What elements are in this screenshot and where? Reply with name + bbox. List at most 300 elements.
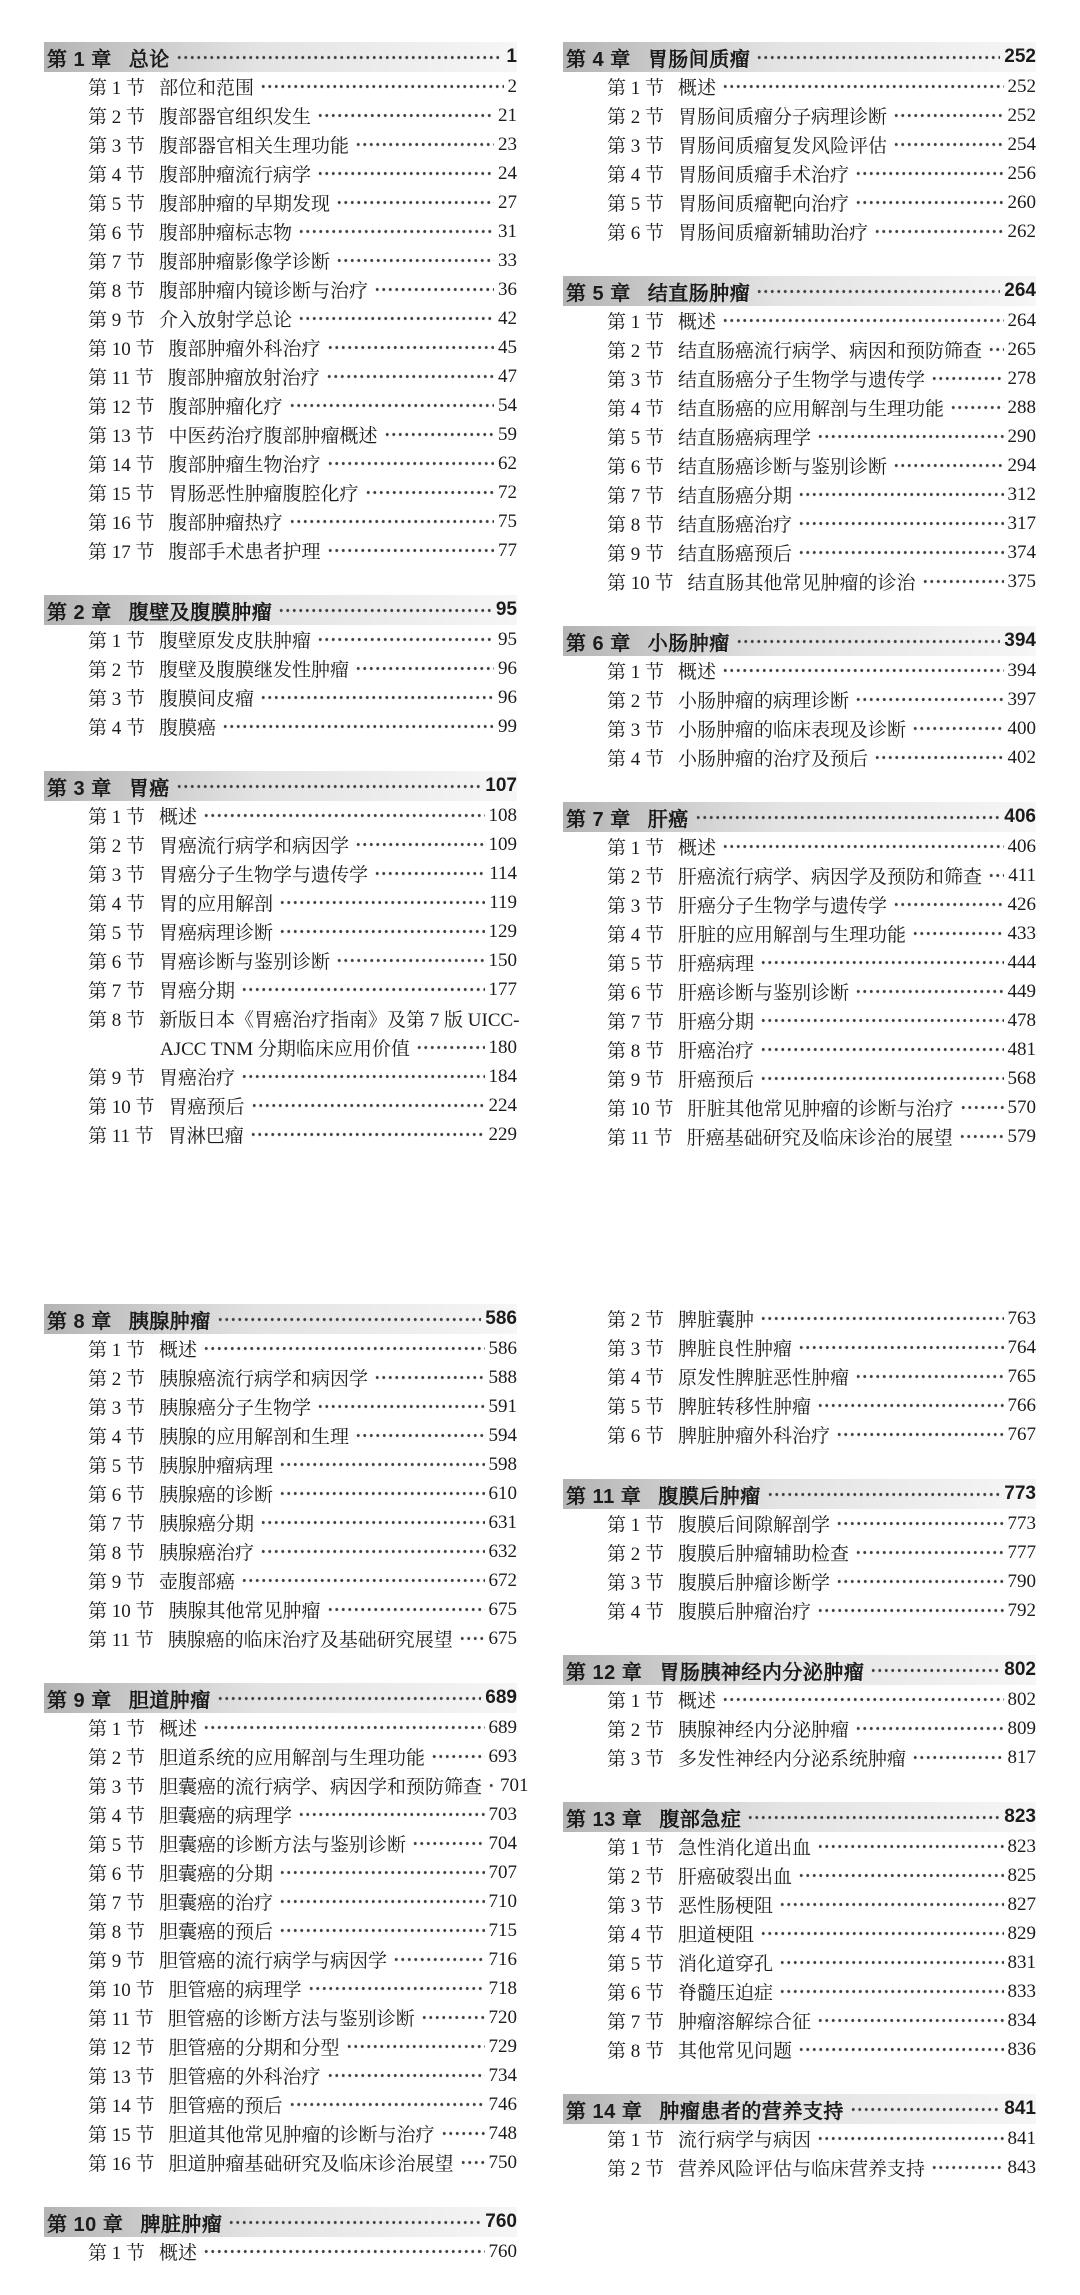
section-title: 腹部肿瘤放射治疗 bbox=[167, 368, 320, 389]
section-page-number: 108 bbox=[488, 804, 517, 826]
section-title: 胰腺肿瘤病理 bbox=[159, 1456, 274, 1477]
chapter-heading bbox=[563, 626, 1036, 656]
dot-leader bbox=[760, 948, 1003, 977]
chapter-label: 第 2 章 bbox=[47, 601, 112, 624]
dot-leader bbox=[959, 1122, 1004, 1151]
section-page-number: 109 bbox=[488, 833, 517, 855]
section-label: 第 2 节 bbox=[88, 107, 146, 128]
section-page-number: 703 bbox=[488, 1803, 517, 1825]
dot-leader bbox=[355, 1421, 484, 1450]
toc-section-row bbox=[44, 130, 517, 159]
section-page-number: 27 bbox=[498, 191, 517, 213]
dot-leader bbox=[798, 480, 1003, 509]
section-label: 第 3 节 bbox=[88, 865, 146, 886]
section-title: 概述 bbox=[678, 1691, 717, 1712]
section-title: 胆囊癌的分期 bbox=[159, 1864, 274, 1885]
section-page-number: 834 bbox=[1007, 2009, 1036, 2031]
toc-section-row bbox=[44, 1800, 517, 1829]
section-label: 第 5 节 bbox=[88, 923, 146, 944]
dot-leader bbox=[722, 72, 1003, 101]
section-page-number: 715 bbox=[488, 1919, 517, 1941]
section-title: 胃癌预后 bbox=[168, 1097, 245, 1118]
toc-section-row bbox=[44, 1566, 517, 1595]
section-title: 腹膜间皮瘤 bbox=[159, 689, 255, 710]
dot-leader bbox=[217, 1304, 482, 1334]
section-title: 急性消化道出血 bbox=[678, 1838, 812, 1859]
toc-section-row bbox=[563, 567, 1036, 596]
dot-leader bbox=[279, 1916, 484, 1945]
dot-leader bbox=[850, 2094, 1000, 2124]
section-label: 第 14 节 bbox=[88, 455, 155, 476]
section-label: 第 5 节 bbox=[607, 1954, 665, 1975]
section-page-number: 598 bbox=[488, 1453, 517, 1475]
toc-section-row bbox=[44, 946, 517, 975]
section-title: 胰腺癌分子生物学 bbox=[159, 1398, 312, 1419]
section-title: 腹部肿瘤内镜诊断与治疗 bbox=[159, 281, 369, 302]
toc-chapter-block bbox=[44, 771, 520, 1149]
chapter-page-number: 823 bbox=[1004, 1806, 1036, 1827]
section-label: 第 11 节 bbox=[88, 2009, 154, 2030]
section-page-number: 119 bbox=[489, 891, 517, 913]
toc-section-row bbox=[44, 217, 517, 246]
toc-section-row bbox=[563, 1509, 1036, 1538]
section-label: 第 4 节 bbox=[88, 1806, 146, 1827]
toc-section-row bbox=[44, 304, 517, 333]
section-label: 第 6 节 bbox=[607, 1426, 665, 1447]
dot-leader bbox=[279, 1887, 484, 1916]
section-title: 胰腺癌治疗 bbox=[159, 1543, 255, 1564]
section-page-number: 21 bbox=[498, 104, 517, 126]
chapter-title: 小肠肿瘤 bbox=[647, 632, 730, 655]
section-title: 脾脏良性肿瘤 bbox=[678, 1339, 793, 1360]
section-page-number: 631 bbox=[488, 1511, 517, 1533]
dot-leader bbox=[960, 1093, 1004, 1122]
section-label: 第 16 节 bbox=[88, 2154, 155, 2175]
section-page-number: 75 bbox=[498, 510, 517, 532]
section-title: 腹部肿瘤化疗 bbox=[168, 397, 283, 418]
section-title: 中医药治疗腹部肿瘤概述 bbox=[168, 426, 378, 447]
section-title: 肝脏其他常见肿瘤的诊断与治疗 bbox=[687, 1099, 954, 1120]
section-label: 第 4 节 bbox=[607, 1925, 665, 1946]
section-title: 壶腹部癌 bbox=[159, 1572, 236, 1593]
section-label: 第 4 节 bbox=[607, 749, 665, 770]
section-label: 第 11 节 bbox=[607, 1128, 673, 1149]
section-label: 第 6 节 bbox=[88, 1864, 146, 1885]
section-label: 第 3 节 bbox=[607, 136, 665, 157]
section-label: 第 3 节 bbox=[607, 370, 665, 391]
toc-section-row bbox=[563, 1861, 1036, 1890]
dot-leader bbox=[393, 1945, 484, 1974]
section-label: 第 11 节 bbox=[88, 1126, 154, 1147]
dot-leader bbox=[488, 1771, 496, 1800]
section-title: 部位和范围 bbox=[159, 78, 255, 99]
toc-section-row bbox=[44, 507, 517, 536]
toc-section-row bbox=[44, 1945, 517, 1974]
section-page-number: 400 bbox=[1007, 717, 1036, 739]
dot-leader bbox=[355, 654, 494, 683]
section-page-number: 746 bbox=[488, 2093, 517, 2115]
chapter-heading bbox=[44, 1683, 517, 1713]
dot-leader bbox=[722, 832, 1003, 861]
section-title: 腹膜后间隙解剖学 bbox=[678, 1515, 831, 1536]
section-label: 第 4 节 bbox=[88, 165, 146, 186]
dot-leader bbox=[298, 217, 494, 246]
chapter-heading bbox=[44, 771, 517, 801]
section-title: 肿瘤溶解综合征 bbox=[678, 2012, 812, 2033]
toc-section-row bbox=[44, 2090, 517, 2119]
section-label: 第 8 节 bbox=[88, 1543, 146, 1564]
section-label: 第 11 节 bbox=[88, 1630, 154, 1651]
section-page-number: 704 bbox=[488, 1832, 517, 1854]
section-label: 第 10 节 bbox=[607, 1099, 674, 1120]
section-label: 第 1 节 bbox=[88, 807, 146, 828]
dot-leader bbox=[203, 1334, 484, 1363]
section-title: 小肠肿瘤的临床表现及诊断 bbox=[678, 720, 907, 741]
toc-section-row bbox=[44, 362, 517, 391]
toc-section-row bbox=[44, 1974, 517, 2003]
toc-section-row bbox=[563, 1362, 1036, 1391]
section-page-number: 42 bbox=[498, 307, 517, 329]
toc-section-row bbox=[44, 275, 517, 304]
section-title: 新版日本《胃癌治疗指南》及第 7 版 UICC- bbox=[159, 1010, 520, 1031]
chapter-title: 胃肠胰神经内分泌肿瘤 bbox=[659, 1661, 865, 1684]
toc-page-2-columns bbox=[44, 1304, 1036, 2266]
dot-leader bbox=[855, 1538, 1003, 1567]
toc-section-row bbox=[44, 1004, 520, 1033]
toc-section-row bbox=[563, 72, 1036, 101]
chapter-label: 第 6 章 bbox=[566, 632, 631, 655]
toc-section-row bbox=[44, 1421, 517, 1450]
chapter-heading bbox=[44, 1304, 517, 1334]
section-title: 胃肠恶性肿瘤腹腔化疗 bbox=[168, 484, 359, 505]
section-title: 胰腺的应用解剖和生理 bbox=[159, 1427, 350, 1448]
dot-leader bbox=[722, 1685, 1003, 1714]
toc-section-row bbox=[563, 364, 1036, 393]
toc-section-row bbox=[563, 1333, 1036, 1362]
section-label: 第 7 节 bbox=[607, 1012, 665, 1033]
dot-leader bbox=[817, 1832, 1003, 1861]
section-page-number: 478 bbox=[1007, 1009, 1036, 1031]
section-title: 腹部肿瘤影像学诊断 bbox=[159, 252, 331, 273]
section-title: 概述 bbox=[159, 1340, 198, 1361]
section-title: 腹部肿瘤生物治疗 bbox=[168, 455, 321, 476]
dot-leader bbox=[308, 1974, 485, 2003]
section-label: 第 7 节 bbox=[607, 486, 665, 507]
section-label: 第 9 节 bbox=[88, 310, 146, 331]
section-title: 胆管癌的诊断方法与鉴别诊断 bbox=[167, 2009, 415, 2030]
section-title: 小肠肿瘤的病理诊断 bbox=[678, 691, 850, 712]
dot-leader bbox=[250, 1120, 485, 1149]
section-page-number: 790 bbox=[1007, 1570, 1036, 1592]
toc-section-row bbox=[563, 948, 1036, 977]
chapter-label: 第 4 章 bbox=[566, 48, 631, 71]
section-title: 胃肠间质瘤新辅助治疗 bbox=[678, 223, 869, 244]
section-label: 第 1 节 bbox=[607, 1691, 665, 1712]
dot-leader bbox=[327, 333, 494, 362]
dot-leader bbox=[289, 2090, 485, 2119]
chapter-page-number: 1 bbox=[506, 46, 517, 67]
section-title: 肝脏的应用解剖与生理功能 bbox=[678, 925, 907, 946]
dot-leader bbox=[736, 626, 1001, 656]
section-title: 胃肠间质瘤分子病理诊断 bbox=[678, 107, 888, 128]
section-title: 小肠肿瘤的治疗及预后 bbox=[678, 749, 869, 770]
section-label: 第 4 节 bbox=[88, 1427, 146, 1448]
dot-leader bbox=[279, 1479, 484, 1508]
toc-section-row bbox=[44, 159, 517, 188]
dot-leader bbox=[241, 1062, 484, 1091]
section-title: 概述 bbox=[678, 78, 717, 99]
dot-leader bbox=[855, 159, 1003, 188]
dot-leader bbox=[336, 946, 484, 975]
section-title: 胃癌分期 bbox=[159, 981, 236, 1002]
section-page-number: 710 bbox=[488, 1890, 517, 1912]
section-title: 结直肠其他常见肿瘤的诊治 bbox=[687, 573, 916, 594]
section-page-number: 256 bbox=[1007, 162, 1036, 184]
toc-section-row bbox=[563, 1093, 1036, 1122]
section-page-number: 312 bbox=[1007, 483, 1036, 505]
toc-chapter-block bbox=[44, 1304, 517, 1653]
toc-section-row bbox=[44, 1624, 517, 1653]
dot-leader bbox=[355, 130, 494, 159]
section-page-number: 59 bbox=[498, 423, 517, 445]
section-page-number: 23 bbox=[498, 133, 517, 155]
toc-section-row bbox=[44, 801, 517, 830]
section-label: 第 14 节 bbox=[88, 2096, 155, 2117]
section-label: 第 1 节 bbox=[607, 78, 665, 99]
section-page-number: 262 bbox=[1007, 220, 1036, 242]
toc-section-row bbox=[563, 977, 1036, 1006]
chapter-heading bbox=[563, 1655, 1036, 1685]
section-page-number: 802 bbox=[1007, 1688, 1036, 1710]
page-2-column-1 bbox=[44, 1304, 529, 2266]
section-page-number: 693 bbox=[488, 1745, 517, 1767]
dot-leader bbox=[217, 1683, 482, 1713]
section-title: 原发性脾脏恶性肿瘤 bbox=[678, 1368, 850, 1389]
section-title: 结直肠癌治疗 bbox=[678, 515, 793, 536]
dot-leader bbox=[760, 1064, 1003, 1093]
section-label: 第 5 节 bbox=[607, 954, 665, 975]
toc-section-row bbox=[44, 2237, 517, 2266]
section-page-number: 843 bbox=[1007, 2156, 1036, 2178]
toc-chapter-block bbox=[44, 42, 517, 565]
section-page-number: 766 bbox=[1007, 1394, 1036, 1416]
section-page-number: 716 bbox=[488, 1948, 517, 1970]
toc-section-row bbox=[44, 1916, 517, 1945]
toc-section-row bbox=[44, 188, 517, 217]
section-label: 第 1 节 bbox=[607, 1838, 665, 1859]
section-page-number: 672 bbox=[488, 1569, 517, 1591]
toc-section-row bbox=[563, 1420, 1036, 1449]
section-page-number: 278 bbox=[1007, 367, 1036, 389]
section-label: 第 2 节 bbox=[607, 2159, 665, 2180]
toc-section-row bbox=[44, 478, 517, 507]
section-label: 第 15 节 bbox=[88, 2125, 155, 2146]
toc-section-row bbox=[44, 1334, 517, 1363]
section-page-number: 252 bbox=[1007, 75, 1036, 97]
section-title: 胃的应用解剖 bbox=[159, 894, 274, 915]
toc-section-row bbox=[563, 656, 1036, 685]
dot-leader bbox=[779, 1948, 1003, 1977]
section-label: 第 2 节 bbox=[607, 1720, 665, 1741]
section-label: 第 1 节 bbox=[88, 78, 146, 99]
chapter-title: 胃肠间质瘤 bbox=[647, 48, 751, 71]
page-2-column-2 bbox=[563, 1304, 1036, 2266]
section-page-number: 594 bbox=[488, 1424, 517, 1446]
section-title: 结直肠癌的应用解剖与生理功能 bbox=[678, 399, 945, 420]
section-title: 多发性神经内分泌系统肿瘤 bbox=[678, 1749, 907, 1770]
dot-leader bbox=[798, 538, 1003, 567]
chapter-heading bbox=[44, 2207, 517, 2237]
section-label: 第 6 节 bbox=[607, 1983, 665, 2004]
section-title: 腹膜后肿瘤诊断学 bbox=[678, 1573, 831, 1594]
page-1-column-1 bbox=[44, 42, 520, 1151]
section-title: 胆管癌的预后 bbox=[168, 2096, 283, 2117]
dot-leader bbox=[817, 2124, 1003, 2153]
toc-chapter-block bbox=[563, 2094, 1036, 2182]
chapter-heading bbox=[563, 1479, 1036, 1509]
section-title: 腹膜后肿瘤辅助检查 bbox=[678, 1544, 850, 1565]
toc-section-row bbox=[44, 1537, 517, 1566]
section-title: 胆管癌的病理学 bbox=[168, 1980, 302, 2001]
section-page-number: 180 bbox=[488, 1036, 517, 1058]
section-page-number: 675 bbox=[488, 1627, 517, 1649]
toc-page-1-columns bbox=[44, 42, 1036, 1151]
section-label: 第 3 节 bbox=[607, 1749, 665, 1770]
dot-leader bbox=[836, 1420, 1003, 1449]
dot-leader bbox=[298, 1800, 484, 1829]
section-page-number: 570 bbox=[1007, 1096, 1036, 1118]
section-title: 胰腺癌流行病学和病因学 bbox=[159, 1369, 369, 1390]
dot-leader bbox=[722, 656, 1003, 685]
section-page-number: 411 bbox=[1008, 864, 1036, 886]
toc-section-row bbox=[563, 1977, 1036, 2006]
section-label: 第 16 节 bbox=[88, 513, 155, 534]
toc-section-row bbox=[44, 1829, 517, 1858]
dot-leader bbox=[431, 1742, 484, 1771]
dot-leader bbox=[317, 1392, 484, 1421]
section-page-number: 817 bbox=[1007, 1746, 1036, 1768]
chapter-label: 第 8 章 bbox=[47, 1310, 112, 1333]
dot-leader bbox=[260, 683, 494, 712]
chapter-heading bbox=[44, 42, 517, 72]
section-title: 胃癌病理诊断 bbox=[159, 923, 274, 944]
toc-chapter-block bbox=[563, 1802, 1036, 2064]
section-label: 第 8 节 bbox=[607, 515, 665, 536]
section-label: 第 6 节 bbox=[88, 223, 146, 244]
toc-section-row bbox=[563, 861, 1036, 890]
section-page-number: 184 bbox=[488, 1065, 517, 1087]
section-label: 第 1 节 bbox=[88, 631, 146, 652]
section-title: 腹部肿瘤外科治疗 bbox=[168, 339, 321, 360]
chapter-page-number: 841 bbox=[1004, 2098, 1036, 2119]
section-title: 胃癌治疗 bbox=[159, 1068, 236, 1089]
dot-leader bbox=[798, 2035, 1003, 2064]
toc-section-row bbox=[44, 888, 517, 917]
dot-leader bbox=[441, 2119, 485, 2148]
toc-section-row bbox=[44, 449, 517, 478]
section-title: 胃癌分子生物学与遗传学 bbox=[159, 865, 369, 886]
chapter-page-number: 773 bbox=[1004, 1483, 1036, 1504]
toc-section-row bbox=[563, 1919, 1036, 1948]
toc-section-row bbox=[44, 1062, 517, 1091]
section-label: 第 1 节 bbox=[88, 2243, 146, 2264]
section-label: 第 7 节 bbox=[88, 1514, 146, 1535]
chapter-title: 肿瘤患者的营养支持 bbox=[659, 2100, 844, 2123]
section-page-number: 33 bbox=[498, 249, 517, 271]
dot-leader bbox=[836, 1509, 1003, 1538]
section-label: 第 12 节 bbox=[88, 397, 155, 418]
section-label: 第 3 节 bbox=[88, 1777, 146, 1798]
section-page-number: 47 bbox=[498, 365, 517, 387]
section-page-number: 792 bbox=[1007, 1599, 1036, 1621]
section-title: 腹部肿瘤热疗 bbox=[168, 513, 283, 534]
toc-section-row bbox=[44, 2061, 517, 2090]
section-page-number: 177 bbox=[488, 978, 517, 1000]
toc-section-row bbox=[44, 1450, 517, 1479]
section-title: 胆囊癌的预后 bbox=[159, 1922, 274, 1943]
section-label: 第 4 节 bbox=[607, 165, 665, 186]
section-page-number: 45 bbox=[498, 336, 517, 358]
section-label: 第 3 节 bbox=[88, 689, 146, 710]
dot-leader bbox=[279, 917, 484, 946]
toc-chapter-block bbox=[44, 2207, 517, 2266]
dot-leader bbox=[988, 861, 1004, 890]
section-page-number: 481 bbox=[1007, 1038, 1036, 1060]
dot-leader bbox=[317, 101, 494, 130]
dot-leader bbox=[760, 1035, 1003, 1064]
dot-leader bbox=[260, 1537, 484, 1566]
toc-section-row bbox=[563, 1743, 1036, 1772]
section-title: 胆囊癌的病理学 bbox=[159, 1806, 293, 1827]
section-title: 脾脏囊肿 bbox=[678, 1310, 755, 1331]
dot-leader bbox=[855, 1714, 1003, 1743]
section-label: 第 8 节 bbox=[88, 281, 146, 302]
section-page-number: 260 bbox=[1007, 191, 1036, 213]
section-title: 腹壁及腹膜继发性肿瘤 bbox=[159, 660, 350, 681]
chapter-page-number: 107 bbox=[485, 775, 517, 796]
section-label: 第 6 节 bbox=[607, 457, 665, 478]
dot-leader bbox=[817, 1596, 1003, 1625]
section-title: 腹部肿瘤的早期发现 bbox=[159, 194, 331, 215]
chapter-heading bbox=[563, 42, 1036, 72]
dot-leader bbox=[922, 567, 1004, 596]
section-page-number: 586 bbox=[488, 1337, 517, 1359]
section-page-number: 290 bbox=[1007, 425, 1036, 447]
toc-section-row bbox=[563, 919, 1036, 948]
toc-section-row bbox=[563, 2153, 1036, 2182]
dot-leader bbox=[931, 2153, 1003, 2182]
chapter-title: 脾脏肿瘤 bbox=[140, 2213, 223, 2236]
dot-leader bbox=[416, 1033, 485, 1062]
section-label: 第 10 节 bbox=[88, 1980, 155, 2001]
section-label: 第 9 节 bbox=[607, 544, 665, 565]
section-title: 胃肠间质瘤靶向治疗 bbox=[678, 194, 850, 215]
chapter-title: 腹壁及腹膜肿瘤 bbox=[128, 601, 273, 624]
chapter-label: 第 1 章 bbox=[47, 48, 112, 71]
section-label: 第 6 节 bbox=[607, 983, 665, 1004]
toc-chapter-block bbox=[563, 626, 1036, 772]
toc-section-row bbox=[563, 2124, 1036, 2153]
section-label: 第 3 节 bbox=[88, 1398, 146, 1419]
chapter-page-number: 264 bbox=[1004, 280, 1036, 301]
section-label: 第 7 节 bbox=[607, 2012, 665, 2033]
section-label: 第 8 节 bbox=[607, 1041, 665, 1062]
dot-leader bbox=[836, 1567, 1003, 1596]
section-title: 结直肠癌预后 bbox=[678, 544, 793, 565]
section-page-number: 294 bbox=[1007, 454, 1036, 476]
dot-leader bbox=[279, 1450, 484, 1479]
section-label: 第 10 节 bbox=[88, 339, 155, 360]
